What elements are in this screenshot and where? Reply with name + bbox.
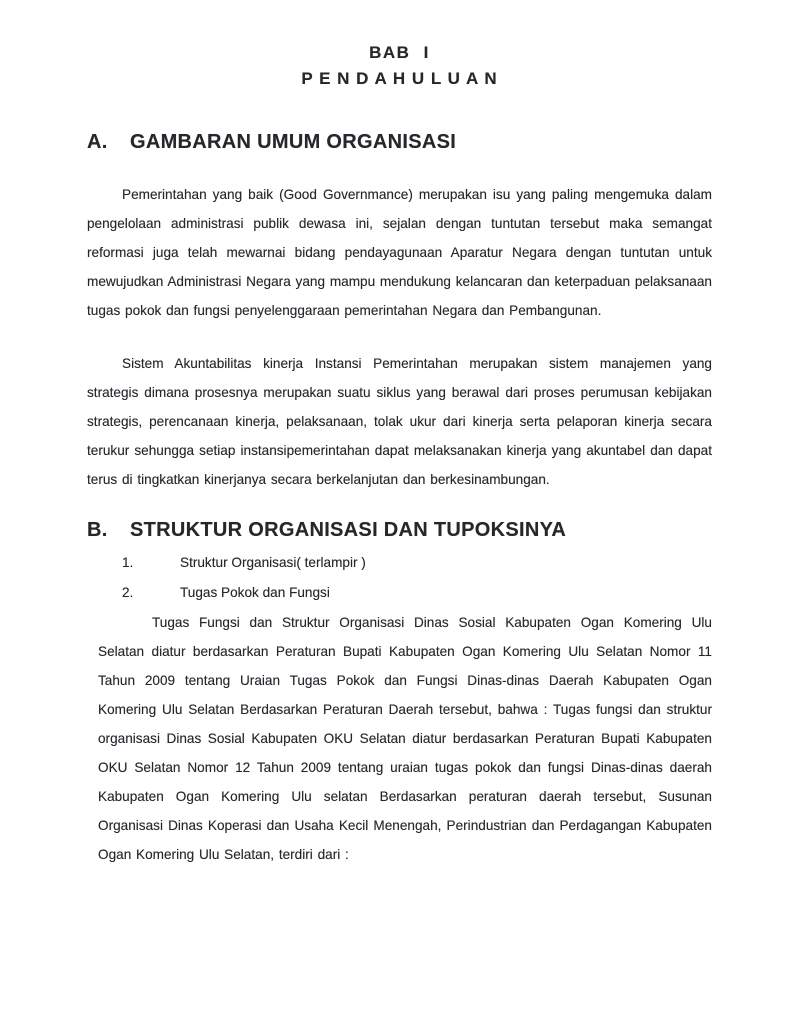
section-a-label: A. (87, 131, 108, 153)
chapter-name: P E N D A H U L U A N (301, 69, 498, 88)
section-b-heading (87, 518, 712, 542)
list-item-number: 1. (122, 555, 134, 570)
section-a-paragraph-1: Pemerintahan yang baik (Good Governmance) merupakan isu yang paling mengemuka dalam pengelolaan administrasi publik dewasa ini, sejalan dengan tuntutan tersebut maka semangat reformasi juga telah mewarnai bidang pendayagunaan Aparatur Negara dengan tuntutan untuk mewujudkan Administrasi Negara yang mampu mendukung kelancaran dan keterpaduan pelaksanaan tugas pokok dan fungsi penyelenggaraan pemerintahan Negara dan Pembangunan. (87, 187, 712, 318)
section-b-label: B. (87, 519, 108, 541)
section-a-heading (87, 130, 712, 154)
list-item-number: 2. (122, 585, 134, 600)
chapter-title (87, 40, 712, 92)
section-b-title: STRUKTUR ORGANISASI DAN TUPOKSINYA (130, 519, 567, 541)
list-item-text: Tugas Pokok dan Fungsi (180, 585, 330, 600)
chapter-number: BAB I (369, 43, 430, 62)
section-a-paragraph-2: Sistem Akuntabilitas kinerja Instansi Pemerintahan merupakan sistem manajemen yang strategis dimana prosesnya merupakan suatu siklus yang berawal dari proses perumusan kebijakan strategis, perencanaan kinerja, pelaksanaan, tolak ukur dari kinerja serta pelaporan kinerja secara terukur sehungga setiap instansipemerintahan dapat melaksanakan kinerja yang akuntabel dan dapat terus di tingkatkan kinerjanya secara berkelanjutan dan berkesinambungan. (87, 356, 712, 487)
list-item (87, 548, 712, 578)
section-b-paragraph-1: Tugas Fungsi dan Struktur Organisasi Dinas Sosial Kabupaten Ogan Komering Ulu Selatan diatur berdasarkan Peraturan Bupati Kabupaten Ogan Komering Ulu Selatan Nomor 11 Tahun 2009 tentang Uraian Tugas Pokok dan Fungsi Dinas-dinas Daerah Kabupaten Ogan Komering Ulu Selatan Berdasarkan Peraturan Daerah tersebut, bahwa : Tugas fungsi dan struktur organisasi Dinas Sosial Kabupaten OKU Selatan diatur berdasarkan Peraturan Bupati Kabupaten OKU Selatan Nomor 12 Tahun 2009 tentang uraian tugas pokok dan fungsi Dinas-dinas daerah Kabupaten Ogan Komering Ulu selatan Berdasarkan peraturan daerah tersebut, Susunan Organisasi Dinas Koperasi dan Usaha Kecil Menengah, Perindustrian dan Perdagangan Kabupaten Ogan Komering Ulu Selatan, terdiri dari : (98, 615, 712, 862)
list-item (87, 578, 712, 608)
list-item-text: Struktur Organisasi( terlampir ) (180, 555, 366, 570)
section-a-title: GAMBARAN UMUM ORGANISASI (130, 131, 457, 153)
section-b-list (87, 548, 712, 608)
